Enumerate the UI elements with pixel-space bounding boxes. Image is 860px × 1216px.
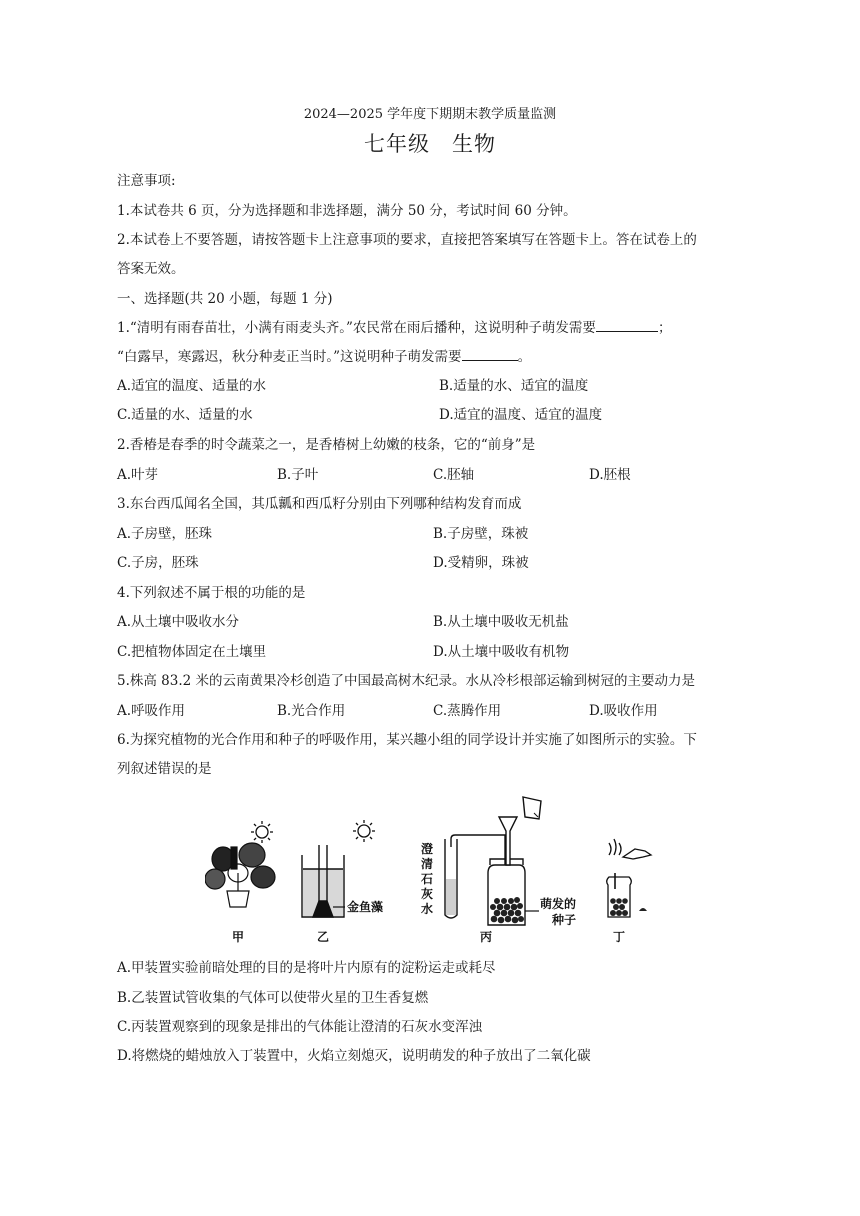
q5-option-c: C.蒸腾作用: [433, 703, 502, 719]
q1-stem-line1: [117, 319, 671, 337]
q6-stem-line1: 6.为探究植物的光合作用和种子的呼吸作用，某兴趣小组的同学设计并实施了如图所示的实验。下: [117, 732, 697, 748]
q1-option-c: C.适量的水、适量的水: [117, 407, 253, 423]
q5-option-d: D.吸收作用: [589, 703, 658, 719]
label-limewater-5: 水: [420, 902, 434, 916]
q3-option-d: D.受精卵，珠被: [433, 555, 529, 571]
label-goldfish-weed: 金鱼藻: [347, 900, 384, 914]
sun-icon-2: [353, 820, 375, 842]
q1-blank-1: [596, 319, 658, 332]
label-seeds-2: 种子: [552, 913, 577, 927]
notice-item-2-line2: 答案无效。: [117, 261, 185, 277]
q1-option-d: D.适宜的温度、适宜的温度: [439, 407, 603, 423]
q1-blank-2: [462, 348, 518, 361]
label-bing: 丙: [479, 930, 493, 944]
q4-option-d: D.从土壤中吸收有机物: [433, 644, 570, 660]
label-limewater-1: 澄: [420, 842, 434, 856]
q2-option-a: A.叶芽: [117, 467, 159, 483]
q5-option-a: A.呼吸作用: [117, 703, 186, 719]
label-limewater-2: 清: [420, 857, 434, 871]
experiment-figure: [205, 793, 665, 951]
q2-option-c: C.胚轴: [433, 467, 475, 483]
q4-option-a: A.从土壤中吸收水分: [117, 614, 240, 630]
apparatus-jia: [205, 821, 275, 944]
notice-item-1: 1.本试卷共 6 页，分为选择题和非选择题，满分 50 分，考试时间 60 分钟。: [117, 203, 577, 219]
q3-option-b: B.子房壁，珠被: [433, 526, 529, 542]
q3-stem: 3.东台西瓜闻名全国，其瓜瓤和西瓜籽分别由下列哪种结构发育而成: [117, 496, 522, 512]
q1-stem-text-1: 1.“清明有雨春苗壮，小满有雨麦头齐。”农民常在雨后播种，这说明种子萌发需要: [117, 320, 596, 336]
q3-option-a: A.子房壁，胚珠: [117, 526, 213, 542]
section-heading: 一、选择题(共 20 小题，每题 1 分): [117, 291, 333, 307]
label-jia: 甲: [231, 930, 245, 944]
q1-stem-punct-1: ；: [657, 320, 672, 336]
q4-option-c: C.把植物体固定在土壤里: [117, 644, 267, 660]
q6-option-a: A.甲装置实验前暗处理的目的是将叶片内原有的淀粉运走或耗尽: [117, 960, 496, 976]
label-limewater-3: 石: [420, 872, 434, 886]
q1-stem-punct-2: 。: [517, 349, 532, 365]
q1-stem-line2: [117, 348, 531, 366]
q6-option-c: C.丙装置观察到的现象是排出的气体能让澄清的石灰水变浑浊: [117, 1019, 483, 1035]
q6-stem-line2: 列叙述错误的是: [117, 761, 212, 777]
q5-option-b: B.光合作用: [277, 703, 346, 719]
apparatus-bing: [421, 797, 576, 944]
label-ding: 丁: [612, 930, 626, 944]
q4-option-b: B.从土壤中吸收无机盐: [433, 614, 569, 630]
apparatus-ding: [607, 839, 651, 944]
exam-title: 七年级 生物: [364, 132, 496, 156]
notice-heading: 注意事项:: [117, 173, 176, 189]
q2-option-d: D.胚根: [589, 467, 631, 483]
sun-icon: [251, 821, 273, 843]
q1-option-a: A.适宜的温度、适量的水: [117, 378, 267, 394]
label-yi: 乙: [316, 930, 330, 944]
label-seeds-1: 萌发的: [540, 897, 577, 911]
q6-option-b: B.乙装置试管收集的气体可以使带火星的卫生香复燃: [117, 990, 429, 1006]
notice-item-2-line1: 2.本试卷上不要答题，请按答题卡上注意事项的要求，直接把答案填写在答题卡上。答在试卷上的: [117, 232, 697, 248]
q1-option-b: B.适量的水、适宜的温度: [439, 378, 589, 394]
q2-option-b: B.子叶: [277, 467, 319, 483]
q6-option-d: D.将燃烧的蜡烛放入丁装置中，火焰立刻熄灭，说明萌发的种子放出了二氧化碳: [117, 1048, 591, 1064]
q5-stem: 5.株高 83.2 米的云南黄果冷杉创造了中国最高树木纪录。水从冷杉根部运输到树冠的主要动力是: [117, 673, 696, 689]
q2-stem: 2.香椿是春季的时令蔬菜之一，是香椿树上幼嫩的枝条，它的“前身”是: [117, 437, 536, 453]
exam-subtitle: 2024—2025 学年度下期期末教学质量监测: [303, 107, 557, 122]
apparatus-yi: [302, 820, 383, 944]
beaker: [302, 845, 344, 917]
q4-stem: 4.下列叙述不属于根的功能的是: [117, 585, 306, 601]
label-limewater-4: 灰: [420, 887, 434, 901]
potted-plant: [205, 843, 275, 907]
q1-stem-text-2: “白露早，寒露迟，秋分种麦正当时。”这说明种子萌发需要: [117, 349, 462, 365]
q3-option-c: C.子房，胚珠: [117, 555, 199, 571]
